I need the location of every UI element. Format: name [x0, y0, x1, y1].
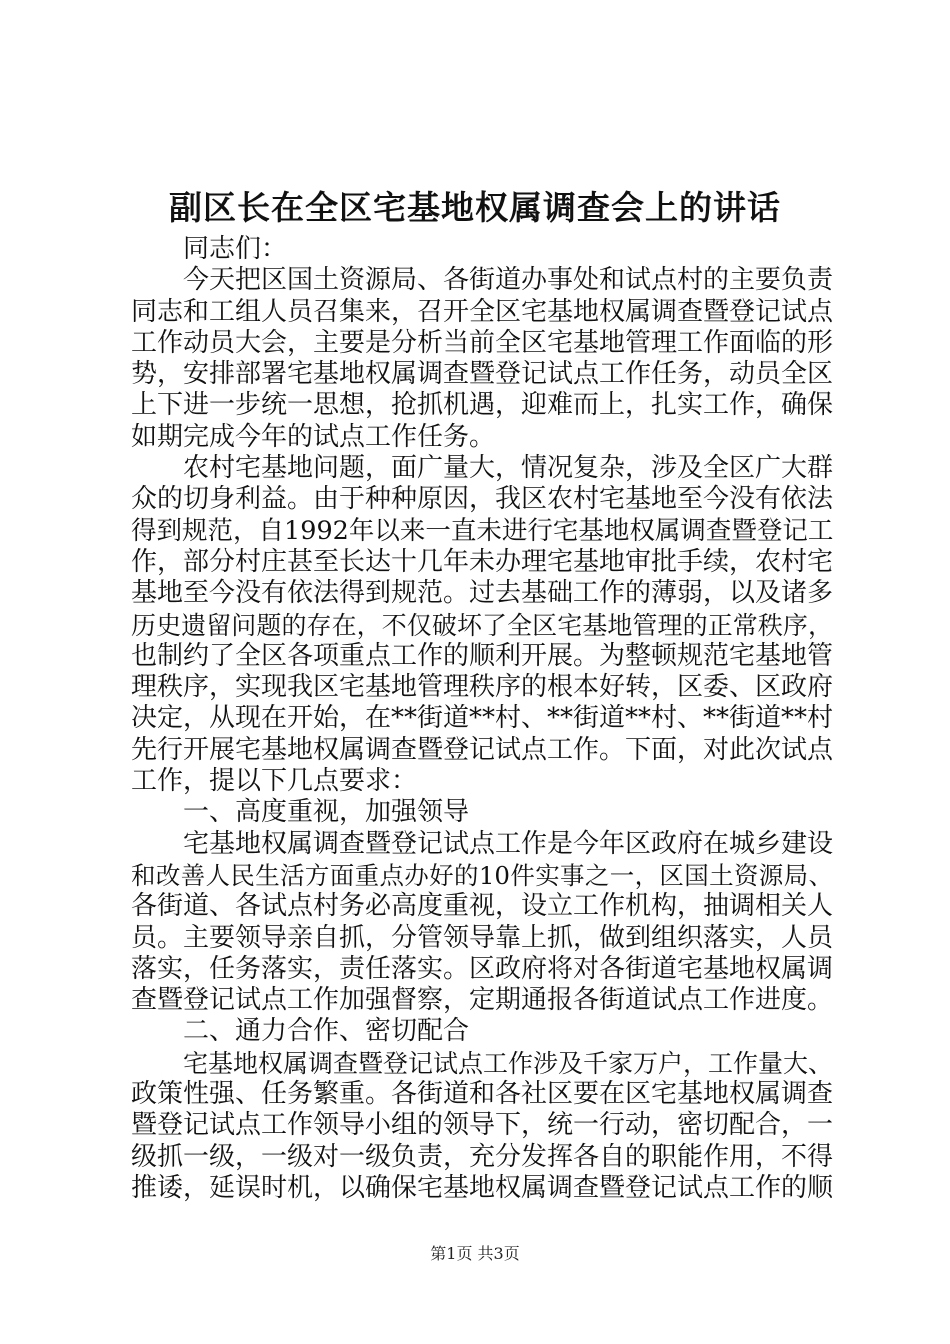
text-line: 作，部分村庄甚至长达十几年未办理宅基地审批手续，农村宅 — [131, 546, 834, 577]
text-line: 暨登记试点工作领导小组的领导下，统一行动，密切配合，一 — [131, 1110, 834, 1141]
text-line: 先行开展宅基地权属调查暨登记试点工作。下面，对此次试点 — [131, 734, 834, 765]
text-line: 推诿，延误时机，以确保宅基地权属调查暨登记试点工作的顺 — [131, 1172, 834, 1203]
text-line: 落实，任务落实，责任落实。区政府将对各街道宅基地权属调 — [131, 953, 834, 984]
section-heading: 二、通力合作、密切配合 — [183, 1016, 470, 1047]
text-line: 查暨登记试点工作加强督察，定期通报各街道试点工作进度。 — [131, 985, 834, 1016]
document-body — [131, 234, 833, 1204]
text-line: 众的切身利益。由于种种原因，我区农村宅基地至今没有依法 — [131, 484, 834, 515]
text-line: 今天把区国土资源局、各街道办事处和试点村的主要负责 — [183, 265, 834, 296]
text-line: 政策性强、任务繁重。各街道和各社区要在区宅基地权属调查 — [131, 1079, 834, 1110]
text-line: 农村宅基地问题，面广量大，情况复杂，涉及全区广大群 — [183, 453, 834, 484]
text-line: 如期完成今年的试点工作任务。 — [131, 421, 496, 452]
text-line: 同志和工组人员召集来，召开全区宅基地权属调查暨登记试点 — [131, 296, 834, 327]
text-line: 理秩序，实现我区宅基地管理秩序的根本好转，区委、区政府 — [131, 672, 834, 703]
salutation: 同志们： — [183, 234, 288, 264]
text-line: 也制约了全区各项重点工作的顺利开展。为整顿规范宅基地管 — [131, 640, 834, 671]
text-line: 决定，从现在开始，在**街道**村、**街道**村、**街道**村 — [131, 703, 834, 734]
text-line: 历史遗留问题的存在，不仅破坏了全区宅基地管理的正常秩序， — [131, 610, 833, 640]
text-line: 势，安排部署宅基地权属调查暨登记试点工作任务，动员全区 — [131, 359, 834, 390]
text-line: 基地至今没有依法得到规范。过去基础工作的薄弱，以及诸多 — [131, 578, 834, 609]
page-number-footer: 第1页 共3页 — [430, 1244, 520, 1263]
text-line: 工作动员大会，主要是分析当前全区宅基地管理工作面临的形 — [131, 327, 834, 358]
document-title: 副区长在全区宅基地权属调查会上的讲话 — [169, 188, 781, 227]
text-line: 级抓一级，一级对一级负责，充分发挥各自的职能作用，不得 — [131, 1141, 834, 1172]
text-line: 得到规范，自1992年以来一直未进行宅基地权属调查暨登记工 — [131, 515, 834, 546]
text-line: 工作，提以下几点要求： — [131, 766, 418, 797]
text-line: 员。主要领导亲自抓，分管领导靠上抓，做到组织落实，人员 — [131, 922, 834, 953]
text-line: 上下进一步统一思想，抢抓机遇，迎难而上，扎实工作，确保 — [131, 390, 834, 421]
text-line: 和改善人民生活方面重点办好的10件实事之一，区国土资源局、 — [131, 860, 833, 890]
text-line: 宅基地权属调查暨登记试点工作涉及千家万户，工作量大、 — [183, 1048, 834, 1078]
text-line: 宅基地权属调查暨登记试点工作是今年区政府在城乡建设 — [183, 828, 834, 859]
text-line: 各街道、各试点村务必高度重视，设立工作机构，抽调相关人 — [131, 891, 834, 922]
section-heading: 一、高度重视，加强领导 — [183, 797, 470, 828]
